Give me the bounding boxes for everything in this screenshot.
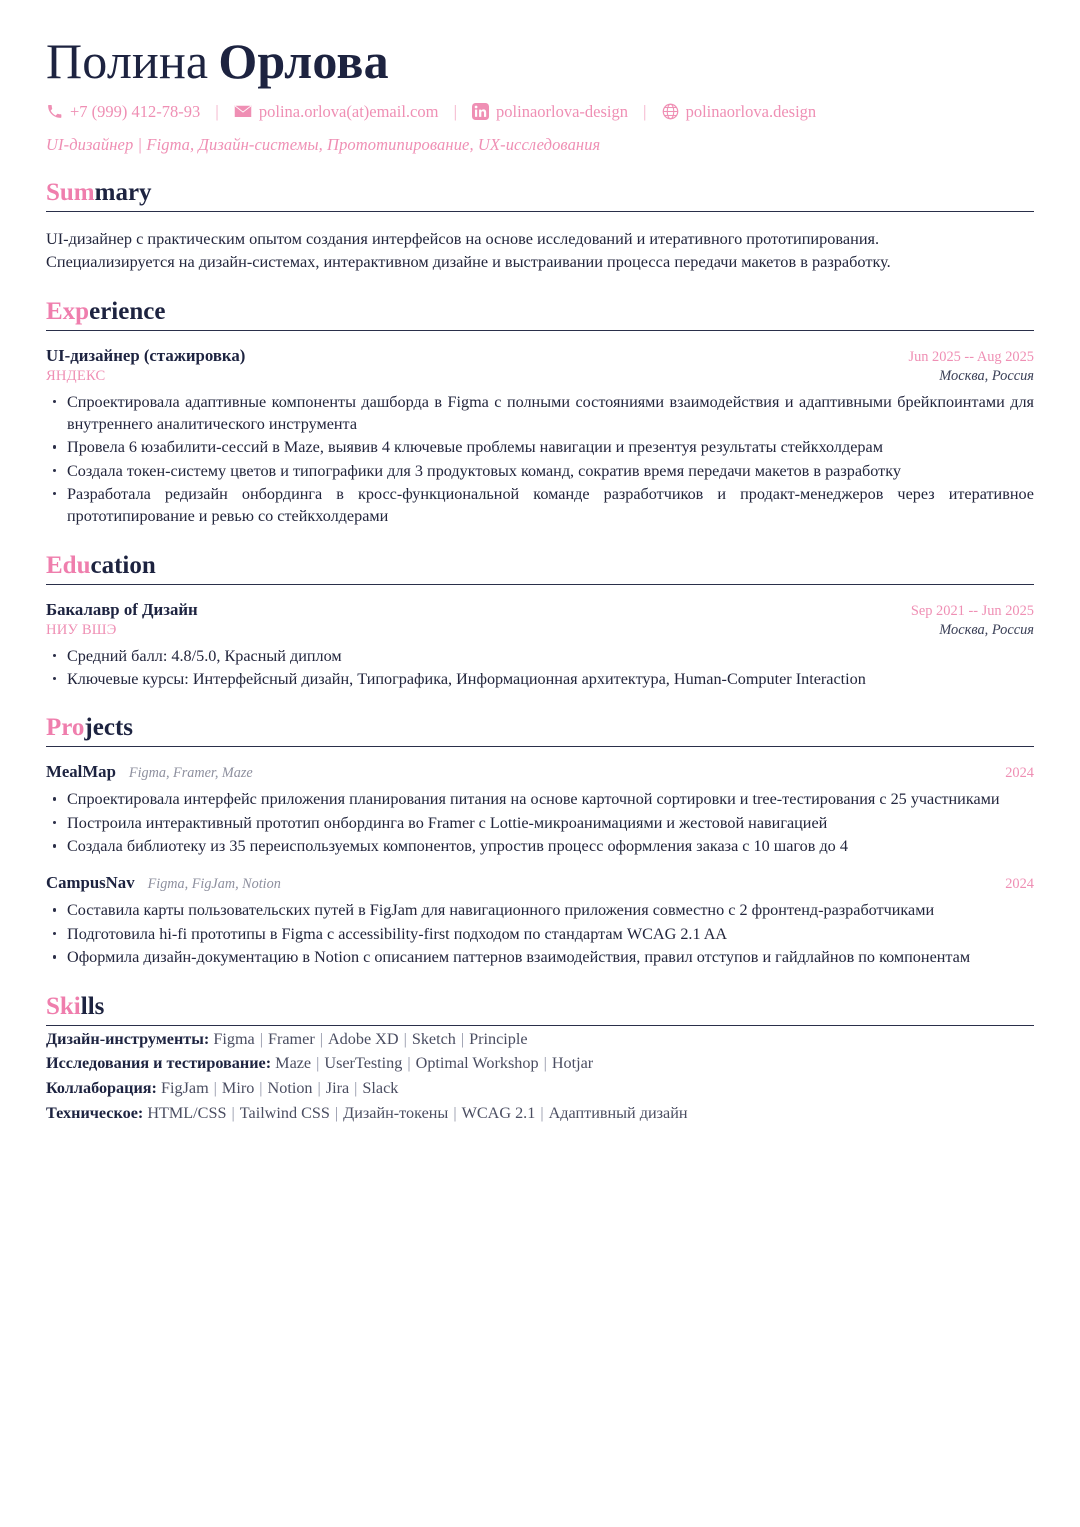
skill-separator: | — [213, 1078, 217, 1097]
skill-row — [46, 1052, 1034, 1076]
contact-separator: | — [643, 101, 647, 121]
section-education — [46, 552, 1034, 691]
project-stack: Figma, FigJam, Notion — [147, 876, 281, 893]
school-name: НИУ ВШЭ — [46, 621, 117, 638]
skill-row — [46, 1077, 1034, 1101]
education-bullet: Ключевые курсы: Интерфейсный дизайн, Типографика, Информационная архитектура, Human-Computer Interaction — [46, 668, 1034, 690]
project-stack: Figma, Framer, Maze — [128, 765, 253, 782]
summary-body — [46, 227, 1034, 274]
project-title-row — [46, 762, 1034, 782]
heading-rest: erience — [89, 297, 166, 325]
skill-item: Adobe XD — [327, 1029, 399, 1048]
skill-item: Адаптивный дизайн — [548, 1103, 688, 1122]
skill-separator: | — [317, 1078, 321, 1097]
project-year: 2024 — [1005, 765, 1034, 782]
heading-accent: Exp — [46, 297, 90, 325]
skill-item: Notion — [267, 1078, 313, 1097]
project-title-group — [46, 762, 253, 782]
linkedin-text: polinaorlova-design — [496, 101, 628, 121]
section-projects — [46, 714, 1034, 968]
skill-item: Tailwind CSS — [239, 1103, 330, 1122]
section-summary — [46, 179, 1034, 274]
section-skills — [46, 993, 1034, 1126]
skill-category: Исследования и тестирование: — [46, 1054, 272, 1073]
project-bullet: Построила интерактивный прототип онбординга во Framer с Lottie-микроанимациями и жестовой навигацией — [46, 812, 1034, 834]
skill-item: FigJam — [161, 1078, 209, 1097]
summary-line: Специализируется на дизайн-системах, интерактивном дизайне и выстраивании процесса передачи макетов в разработку. — [46, 252, 891, 272]
skill-item: HTML/CSS — [147, 1103, 227, 1122]
section-heading-education — [46, 552, 1034, 583]
job-bullet-list — [46, 391, 1034, 528]
skill-item: WCAG 2.1 — [461, 1103, 536, 1122]
entry-org-row — [46, 366, 1034, 385]
skill-category: Дизайн-инструменты: — [46, 1029, 210, 1048]
job-bullet: Разработала редизайн онбординга в кросс-функциональной команде разработчиков и продакт-менеджеров через итеративное прототипирование и ревью со стейкхолдерами — [46, 483, 1034, 528]
project-bullet-list — [46, 788, 1034, 857]
project-name: MealMap — [46, 762, 116, 782]
skill-item: Sketch — [411, 1029, 456, 1048]
skill-category: Техническое: — [46, 1103, 144, 1122]
experience-body — [46, 346, 1034, 528]
education-bullet: Средний балл: 4.8/5.0, Красный диплом — [46, 645, 1034, 667]
heading-accent: Pro — [46, 714, 85, 742]
skill-separator: | — [231, 1103, 235, 1122]
email-text: polina.orlova(at)email.com — [258, 101, 439, 121]
summary-line: UI-дизайнер с практическим опытом создания интерфейсов на основе исследований и итеративного прототипирования. — [46, 228, 880, 248]
email-icon — [234, 104, 252, 118]
skill-item: Optimal Workshop — [415, 1054, 539, 1073]
section-rule — [46, 584, 1034, 585]
project-year: 2024 — [1005, 876, 1034, 893]
skill-separator: | — [354, 1078, 358, 1097]
contact-email[interactable] — [234, 101, 439, 122]
skill-items — [161, 1079, 398, 1097]
project-item — [46, 873, 1034, 968]
skill-separator: | — [543, 1054, 547, 1073]
job-bullet: Создала токен-систему цветов и типографики для 3 продуктовых команд, сократив время передачи макетов в разработку — [46, 460, 1034, 482]
heading-rest: cation — [90, 551, 156, 579]
project-bullet: Создала библиотеку из 35 переиспользуемых компонентов, упростив процесс оформления заказа с 10 шагов до 4 — [46, 835, 1034, 857]
skill-items — [213, 1030, 527, 1048]
contact-website[interactable] — [662, 101, 817, 122]
skill-category: Коллаборация: — [46, 1078, 157, 1097]
heading-rest: mary — [94, 178, 152, 206]
project-bullet: Оформила дизайн-документацию в Notion с описанием паттернов взаимодействия, правил отступов и гайдлайнов по компонентам — [46, 946, 1034, 968]
project-title-row — [46, 873, 1034, 893]
job-bullet: Спроектировала адаптивные компоненты дашборда в Figma с полными состояниями взаимодействия и адаптивными брейкпоинтами для внутреннего аналитического инструмента — [46, 391, 1034, 436]
tagline: UI-дизайнер | Figma, Дизайн-системы, Прототипирование, UX-исследования — [46, 134, 601, 154]
section-heading-skills — [46, 993, 1034, 1024]
skill-separator: | — [460, 1029, 465, 1048]
contact-linkedin[interactable] — [472, 101, 628, 122]
skill-item: Principle — [469, 1029, 528, 1048]
company-name: ЯНДЕКС — [46, 367, 106, 384]
skill-separator: | — [453, 1103, 457, 1122]
last-name: Орлова — [218, 33, 389, 89]
section-experience — [46, 298, 1034, 528]
contact-phone[interactable] — [46, 101, 200, 122]
project-bullet-list — [46, 899, 1034, 968]
heading-accent: Ski — [46, 992, 81, 1020]
section-rule — [46, 1025, 1034, 1026]
skill-item: Slack — [362, 1078, 399, 1097]
skill-row — [46, 1028, 1034, 1052]
candidate-name — [46, 34, 1034, 88]
website-text: polinaorlova.design — [685, 101, 817, 121]
skill-item: Maze — [275, 1054, 312, 1073]
school-location: Москва, Россия — [939, 621, 1034, 638]
globe-icon — [662, 103, 679, 120]
experience-entry — [46, 346, 1034, 528]
education-body — [46, 600, 1034, 691]
skill-separator: | — [316, 1054, 320, 1073]
section-heading-experience — [46, 298, 1034, 329]
skill-separator: | — [407, 1054, 411, 1073]
skill-separator: | — [259, 1078, 263, 1097]
skill-item: Jira — [325, 1078, 350, 1097]
contact-separator: | — [215, 101, 219, 121]
section-heading-summary — [46, 179, 1034, 210]
phone-icon — [46, 103, 63, 120]
contact-line — [46, 99, 1034, 122]
project-bullet: Составила карты пользовательских путей в FigJam для навигационного приложения совместно с 2 фронтенд-разработчиками — [46, 899, 1034, 921]
skill-item: Hotjar — [551, 1054, 594, 1073]
skill-item: Miro — [221, 1078, 255, 1097]
project-name: CampusNav — [46, 873, 135, 893]
first-name: Полина — [46, 33, 209, 89]
skill-separator: | — [334, 1103, 339, 1122]
heading-accent: Sum — [46, 178, 95, 206]
section-rule — [46, 746, 1034, 747]
education-entry — [46, 600, 1034, 691]
entry-title-row — [46, 600, 1034, 620]
project-bullet: Подготовила hi-fi прототипы в Figma с accessibility-first подходом по стандартам WCAG 2.1 AA — [46, 923, 1034, 945]
phone-text: +7 (999) 412-78-93 — [70, 101, 201, 121]
skill-separator: | — [259, 1029, 263, 1048]
skill-items — [275, 1054, 593, 1072]
skills-body — [46, 1028, 1034, 1126]
job-location: Москва, Россия — [939, 367, 1034, 384]
project-bullet: Спроектировала интерфейс приложения планирования питания на основе карточной сортировки и tree-тестирования с 25 участниками — [46, 788, 1034, 810]
project-title-group — [46, 873, 281, 893]
contact-separator: | — [453, 101, 457, 121]
linkedin-icon — [472, 103, 489, 120]
heading-rest: jects — [84, 714, 133, 742]
section-rule — [46, 330, 1034, 331]
heading-rest: lls — [80, 992, 105, 1020]
skill-separator: | — [540, 1103, 544, 1122]
degree-title: Бакалавр of Дизайн — [46, 599, 198, 619]
section-heading-projects — [46, 714, 1034, 745]
job-title: UI-дизайнер (стажировка) — [46, 345, 246, 365]
degree-dates: Sep 2021 -- Jun 2025 — [910, 602, 1034, 619]
project-item — [46, 762, 1034, 857]
skill-item: Figma — [213, 1029, 255, 1048]
skill-separator: | — [319, 1029, 323, 1048]
heading-accent: Edu — [46, 551, 91, 579]
section-rule — [46, 211, 1034, 212]
resume-header — [46, 34, 1034, 155]
education-bullet-list — [46, 645, 1034, 691]
skill-items — [147, 1104, 687, 1122]
skill-item: Framer — [267, 1029, 315, 1048]
skill-item: Дизайн-токены — [343, 1103, 449, 1122]
job-dates: Jun 2025 -- Aug 2025 — [908, 348, 1034, 365]
entry-title-row — [46, 346, 1034, 366]
entry-org-row — [46, 620, 1034, 639]
job-bullet: Провела 6 юзабилити-сессий в Maze, выявив 4 ключевые проблемы навигации и презентуя результаты стейкхолдерам — [46, 436, 1034, 458]
projects-body — [46, 762, 1034, 968]
skill-item: UserTesting — [324, 1054, 403, 1073]
skill-row — [46, 1102, 1034, 1126]
skill-separator: | — [403, 1029, 407, 1048]
